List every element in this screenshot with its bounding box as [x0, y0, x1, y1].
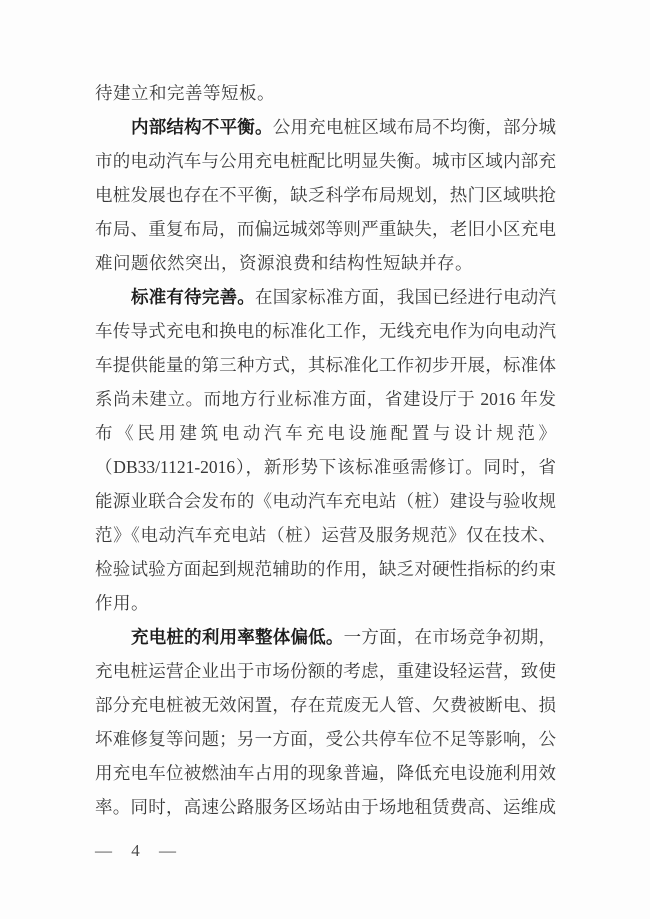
text-line	[95, 790, 556, 824]
text-line	[95, 756, 556, 790]
line-text: 难问题依然突出，资源浪费和结构性短缺并存。	[95, 253, 473, 273]
line-text: 车提供能量的第三种方式，其标准化工作初步开展，标准体	[95, 355, 556, 375]
line-text: 车传导式充电和换电的标准化工作，无线充电作为向电动汽	[95, 321, 556, 341]
line-text: 率。同时，高速公路服务区场站由于场地租赁费高、运维成	[95, 797, 556, 817]
line-text: 在国家标准方面，我国已经进行电动汽	[255, 287, 557, 307]
text-line	[95, 518, 556, 552]
line-text: 检验试验方面起到规范辅助的作用，缺乏对硬性指标的约束	[95, 559, 556, 579]
line-text: 布局、重复布局，而偏远城郊等则严重缺失，老旧小区充电	[95, 219, 556, 239]
line-bold-text: 标准有待完善。	[131, 287, 256, 307]
text-line	[95, 722, 556, 756]
line-text: 范》《电动汽车充电站（桩）运营及服务规范》仅在技术、	[95, 525, 556, 545]
text-line	[95, 654, 556, 688]
line-text: 用充电车位被燃油车占用的现象普遍，降低充电设施利用效	[95, 763, 556, 783]
text-line	[95, 552, 556, 586]
line-text: （DB33/1121-2016），新形势下该标准亟需修订。同时，省	[95, 457, 556, 477]
line-text: 一方面，在市场竞争初期，	[343, 627, 556, 647]
text-line	[95, 450, 556, 484]
text-line	[95, 246, 556, 280]
text-line	[95, 484, 556, 518]
text-line	[95, 280, 556, 314]
line-bold-text: 充电桩的利用率整体偏低。	[131, 627, 344, 647]
text-line	[95, 76, 556, 110]
text-line	[95, 688, 556, 722]
line-text: 作用。	[95, 593, 149, 613]
line-text: 坏难修复等问题；另一方面，受公共停车位不足等影响，公	[95, 729, 556, 749]
line-text: 电桩发展也存在不平衡，缺乏科学布局规划，热门区域哄抢	[95, 185, 556, 205]
text-line	[95, 212, 556, 246]
line-bold-text: 内部结构不平衡。	[131, 117, 273, 137]
text-line	[95, 178, 556, 212]
text-line	[95, 620, 556, 654]
page-number: — 4 —	[95, 841, 177, 860]
text-line	[95, 144, 556, 178]
line-text: 布《民用建筑电动汽车充电设施配置与设计规范》	[95, 423, 556, 443]
text-line	[95, 348, 556, 382]
line-text: 充电桩运营企业出于市场份额的考虑，重建设轻运营，致使	[95, 661, 556, 681]
text-line	[95, 416, 556, 450]
text-line	[95, 382, 556, 416]
text-line	[95, 314, 556, 348]
line-text: 能源业联合会发布的《电动汽车充电站（桩）建设与验收规	[95, 491, 556, 511]
text-lines	[95, 76, 556, 824]
text-line	[95, 110, 556, 144]
page-footer	[95, 841, 177, 861]
line-text: 系尚未建立。而地方行业标准方面，省建设厅于 2016 年发	[95, 389, 556, 409]
text-line	[95, 586, 556, 620]
line-text: 市的电动汽车与公用充电桩配比明显失衡。城市区域内部充	[95, 151, 556, 171]
line-text: 部分充电桩被无效闲置，存在荒废无人管、欠费被断电、损	[95, 695, 556, 715]
line-text: 公用充电桩区域布局不均衡，部分城	[272, 117, 557, 137]
line-text: 待建立和完善等短板。	[95, 83, 275, 103]
